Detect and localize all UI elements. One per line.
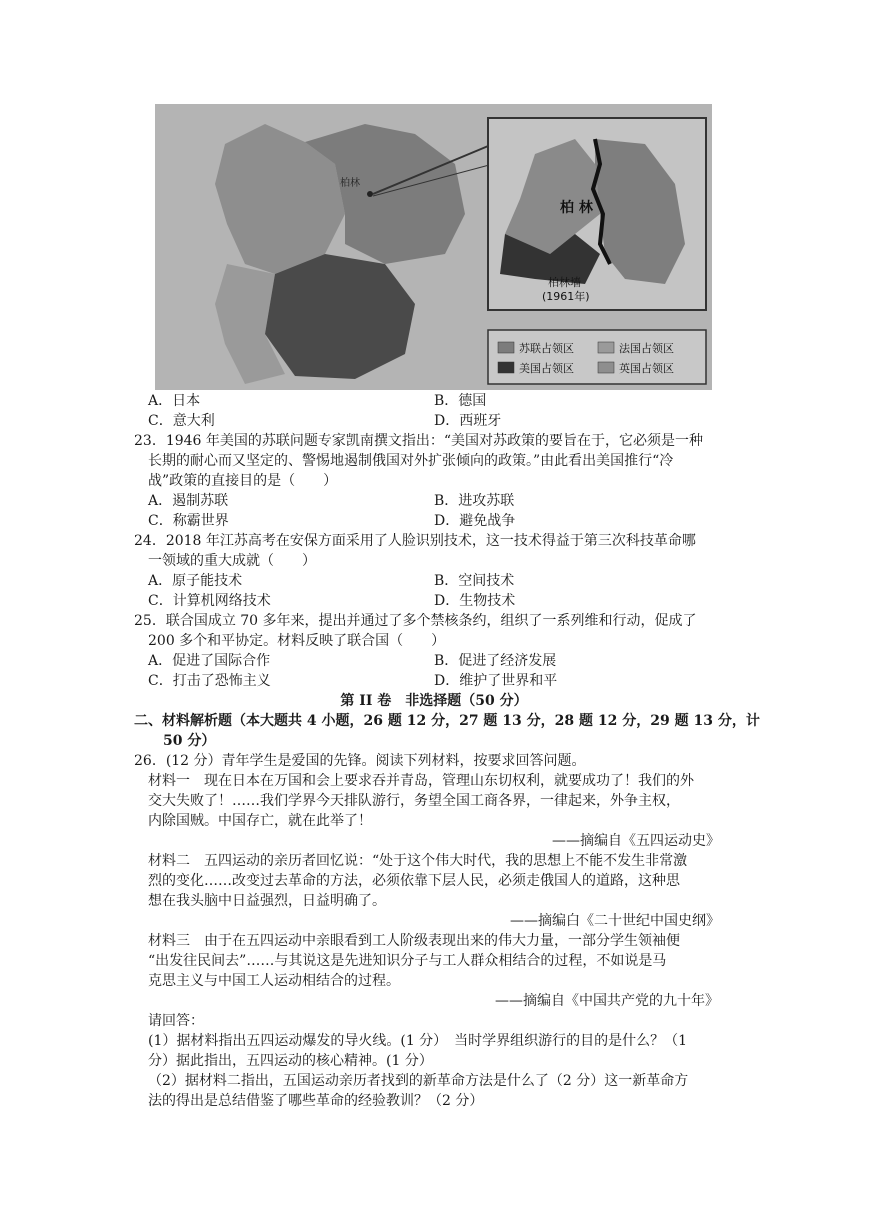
q24-line-2: 一领域的重大成就（ ） <box>148 553 316 569</box>
q26-sub-line-2: 分）据此指出，五四运动的核心精神。(1 分） <box>148 1053 433 1069</box>
q22-option-b: B．德国 <box>434 393 487 409</box>
q22-option-a: A．日本 <box>148 393 201 409</box>
wall-label: 柏林墙 <box>548 276 581 289</box>
q22-option-d: D．西班牙 <box>434 413 502 429</box>
q26-material2-line-1: 材料二 五四运动的亲历者回忆说：“处于这个伟大时代，我的思想上不能不发生非常激 <box>148 853 688 869</box>
q24-option-d: D．生物技术 <box>434 593 516 609</box>
legend-british: 英国占领区 <box>619 362 674 375</box>
wall-year: (1961年) <box>542 290 590 303</box>
q23-option-d: D．避免战争 <box>434 513 516 529</box>
q25-option-d: D．维护了世界和平 <box>434 673 558 689</box>
q26-material3-line-2: “出发往民间去”……与其说这是先进知识分子与工人群众相结合的过程，不如说是马 <box>148 953 667 969</box>
q25-line-2: 200 多个和平协定。材料反映了联合国（ ） <box>148 633 446 649</box>
q23-option-c: C．称霸世界 <box>148 513 229 529</box>
section-heading-line-1: 二、材料解析题（本大题共 4 小题，26 题 12 分，27 题 13 分，28 题 12 分，29 题 13 分，计 <box>134 713 760 729</box>
q24-option-b: B．空间技术 <box>434 573 515 589</box>
q26-material3-line-1: 材料三 由于在五四运动中亲眼看到工人阶级表现出来的伟大力量，一部分学生领袖便 <box>148 933 680 949</box>
q26-material1-source: ——摘编自《五四运动史》 <box>552 833 720 849</box>
q26-sub-line-4: 法的得出是总结借鉴了哪些革命的经验教训？（2 分） <box>148 1093 484 1109</box>
q25-option-c: C．打击了恐怖主义 <box>148 673 271 689</box>
q24-option-c: C．计算机网络技术 <box>148 593 271 609</box>
q25-option-b: B．促进了经济发展 <box>434 653 557 669</box>
inset-berlin-label: 柏 林 <box>560 200 593 216</box>
q23-line-3: 战”政策的直接目的是（ ） <box>148 473 338 489</box>
legend-american: 美国占领区 <box>519 362 574 375</box>
q23-option-a: A．遏制苏联 <box>148 493 229 509</box>
q26-material2-line-2: 烈的变化……改变过去革命的方法，必须依靠下层人民，必须走俄国人的道路，这种思 <box>148 873 680 889</box>
q25-line-1: 25．联合国成立 70 多年来，提出并通过了多个禁核条约，组织了一系列维和行动，促成了 <box>134 613 697 629</box>
section-heading-line-2: 50 分） <box>163 733 216 749</box>
q23-line-2: 长期的耐心而又坚定的、警惕地遏制俄国对外扩张倾向的政策。”由此看出美国推行“冷 <box>148 453 674 469</box>
q22-option-c: C．意大利 <box>148 413 215 429</box>
berlin-label: 柏林 <box>340 178 360 189</box>
q24-option-a: A．原子能技术 <box>148 573 243 589</box>
part2-title: 第 II 卷 非选择题（50 分） <box>340 693 528 709</box>
legend-soviet: 苏联占领区 <box>519 342 574 355</box>
legend-french: 法国占领区 <box>619 342 674 355</box>
q25-option-a: A．促进了国际合作 <box>148 653 271 669</box>
germany-occupation-map <box>155 104 712 390</box>
q26-material3-line-3: 克思主义与中国工人运动相结合的过程。 <box>148 973 400 989</box>
q23-line-1: 23．1946 年美国的苏联问题专家凯南撰文指出：“美国对苏政策的要旨在于，它必须是一种 <box>134 433 704 449</box>
q26-material2-line-3: 想在我头脑中日益强烈，日益明确了。 <box>148 893 386 909</box>
q26-material1-line-1: 材料一 现在日本在万国和会上要求吞并青岛，管理山东切权利，就要成功了！我们的外 <box>148 773 694 789</box>
q26-sub-line-3: （2）据材料二指出，五国运动亲历者找到的新革命方法是什么了（2 分）这一新革命方 <box>148 1073 689 1089</box>
map-graphic <box>155 104 712 390</box>
q26-material2-source: ——摘编白《二十世纪中国史纲》 <box>510 913 720 929</box>
q26-material1-line-3: 内除国贼。中国存亡，就在此举了！ <box>148 813 372 829</box>
q26-material1-line-2: 交大失败了！……我们学界今天排队游行，务望全国工商各界，一律起来，外争主权， <box>148 793 680 809</box>
q26-material3-source: ——摘编自《中国共产党的九十年》 <box>495 993 719 1009</box>
q23-option-b: B．进攻苏联 <box>434 493 515 509</box>
q24-line-1: 24．2018 年江苏高考在安保方面采用了人脸识别技术，这一技术得益于第三次科技革命哪 <box>134 533 696 549</box>
q26-sub-line-1: (1）据材料指出五四运动爆发的导火线。(1 分） 当时学界组织游行的目的是什么？（1 <box>148 1033 688 1049</box>
q26-ask: 请回答： <box>148 1013 204 1029</box>
q26-intro: 26．(12 分）青年学生是爱国的先锋。阅读下列材料，按要求回答问题。 <box>134 753 586 769</box>
